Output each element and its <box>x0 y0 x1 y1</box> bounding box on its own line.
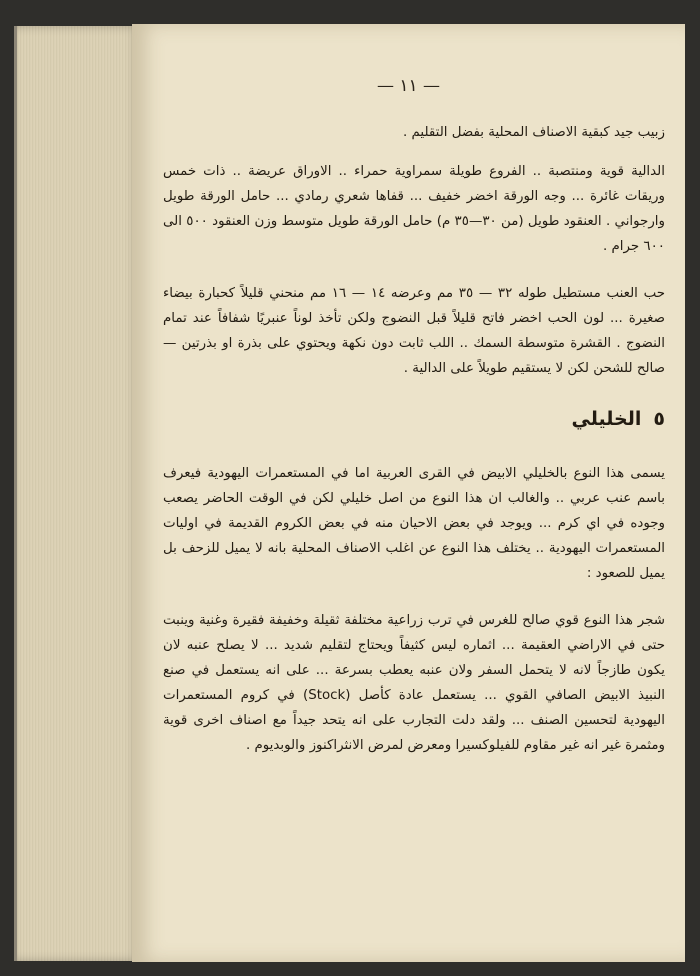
paragraph-raisin-note: زبيب جيد كبقية الاصناف المحلية بفضل التقليم . <box>402 125 665 140</box>
section-number: ٥ <box>653 408 665 430</box>
paragraph-grape-berry: حب العنب مستطيل طوله ٣٢ — ٣٥ مم وعرضه ١٤ — ١٦ مم منحني قليلاً كحبارة بيضاء صغيرة ... لون الحب اخضر فاتح قليلاً قبل النضوج ولكن تأخذ لوناً عنبريًا شفافاً عند تمام النضوج . القشرة متوسطة السمك .. اللب ثابت دون نكهة ويحتوي على بذرة او بذرتين — صالح للشحن لكن لا يستقيم طويلاً على الدالية . <box>163 286 666 376</box>
book-page-edges <box>14 26 141 961</box>
book-page <box>132 24 685 962</box>
page-number: — ١١ — <box>376 76 441 96</box>
paragraph-vine-description: الدالية قوية ومنتصبة .. الفروع طويلة سمراوية حمراء .. الاوراق عريضة .. ذات خمس وريقات غائرة ... وجه الورقة اخضر خفيف ... قفاها شعري رمادي ... حامل الورقة طويل وارجواني . العنقود طويل (من ٣٠—٣٥ م) حامل الورقة طويل متوسط وزن العنقود ٥٠٠ الى ٦٠٠ جرام . <box>163 164 665 254</box>
page-text <box>163 120 665 780</box>
section-heading <box>163 403 665 435</box>
paragraph-khalili-tree: شجر هذا النوع قوي صالح للغرس في ترب زراعية مختلفة ثقيلة وخفيفة فقيرة وغنية وينبت حتى في الاراضي العقيمة ... اثماره ليس كثيفاً ويحتاج لتقليم شديد ... لا يصلح عنبه لان يكون طازجاً لانه لا يتحمل السفر ولان عنبه يعطب بسرعة ... على انه يستعمل في صنع النبيذ الابيض الصافي القوي ... يستعمل عادة كأصل (Stock) في كروم المستعمرات اليهودية لتحسين الصنف ... ولقد دلت التجارب على انه يتحد جيداً مع اصناف اخرى قوية ومثمرة غير انه غير مقاوم للفيلوكسيرا ومعرض لمرض الانثراكنوز والوبديوم . <box>163 613 666 753</box>
paragraph-khalili-naming: يسمى هذا النوع بالخليلي الابيض في القرى العربية اما في المستعمرات اليهودية فيعرف باسم عنب عربي .. والغالب ان هذا النوع من اصل خليلي لكن في الوقت الحاضر يصعب وجوده في اي كرم ... ويوجد في بعض الاحيان منه في بعض الكروم القديمة في اوليات المستعمرات اليهودية .. يختلف هذا النوع عن اغلب الاصناف المحلية بانه لا يميل للزحف بل يميل للصعود : <box>163 466 665 581</box>
section-title: الخليلي <box>571 408 642 430</box>
